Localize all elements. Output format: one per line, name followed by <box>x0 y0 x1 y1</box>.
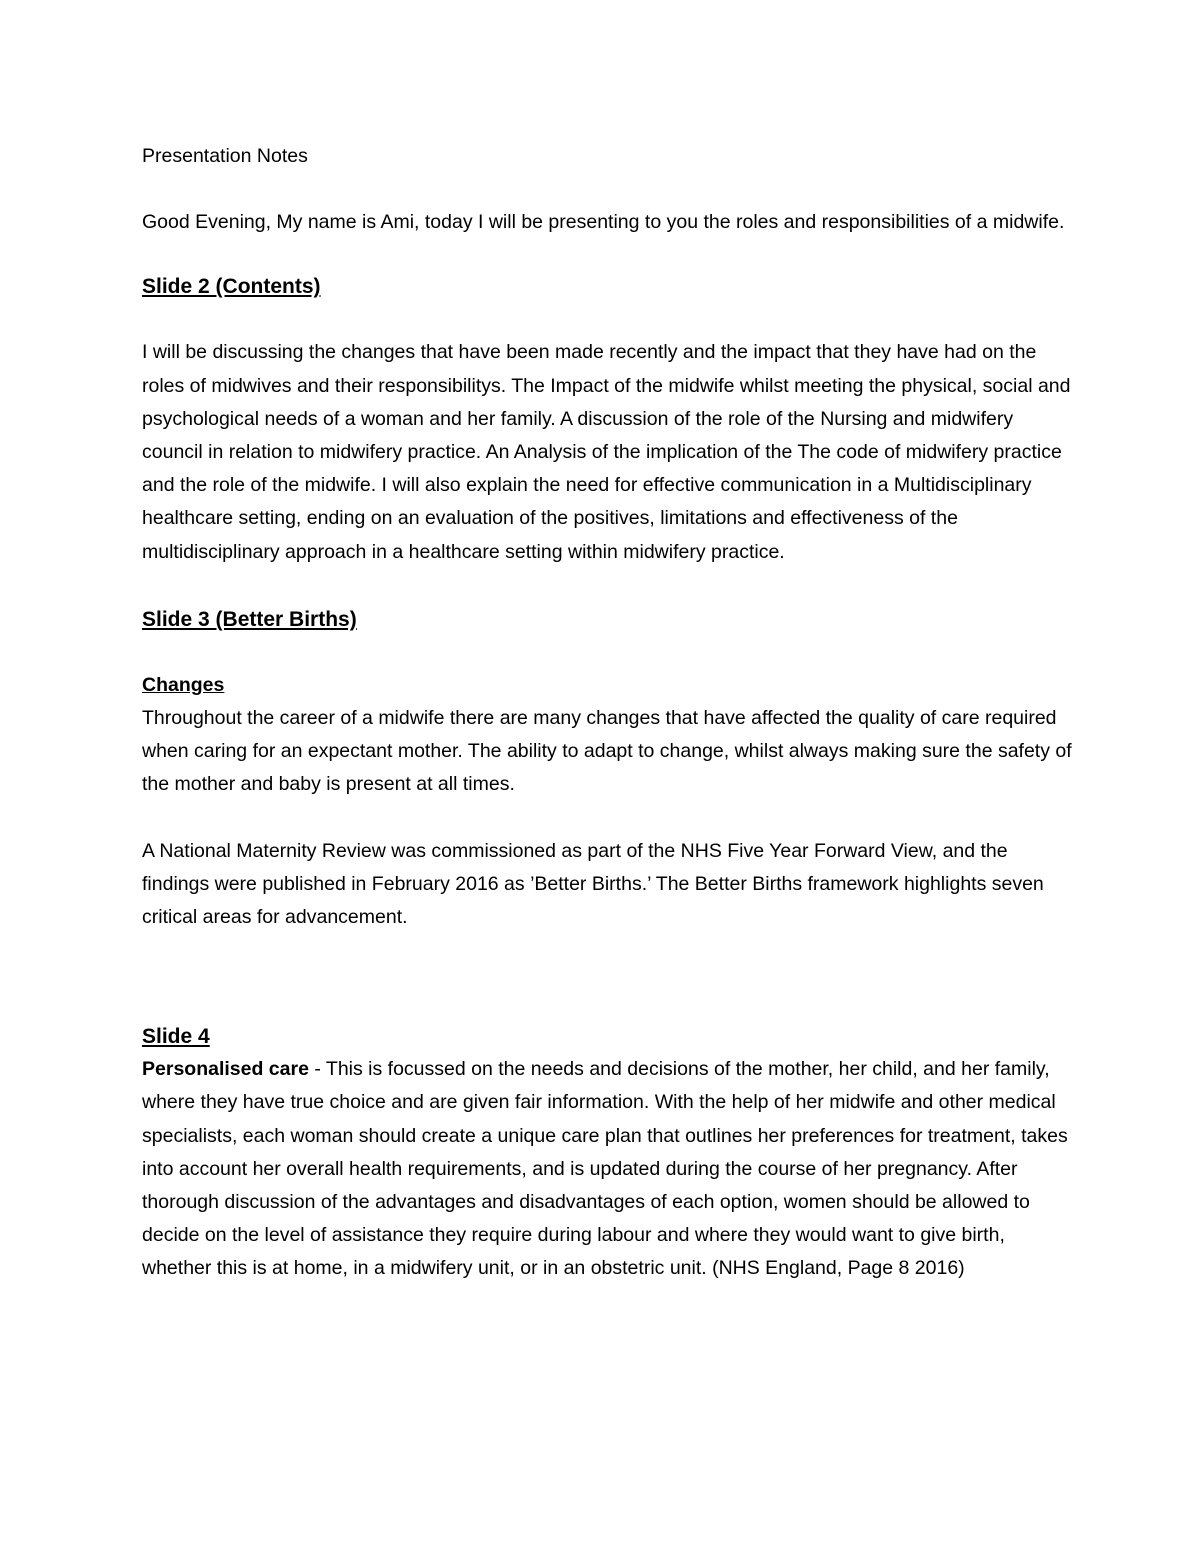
slide-2-body: I will be discussing the changes that have been made recently and the impact that they have had on the roles of midwives and their responsibilitys. The Impact of the midwife whilst meeting the physical, social and psychological needs of a woman and her family. A discussion of the role of the Nursing and midwifery council in relation to midwifery practice. An Analysis of the implication of the The code of midwifery practice and the role of the midwife. I will also explain the need for effective communication in a Multidisciplinary healthcare setting, ending on an evaluation of the positives, limitations and effectiveness of the multidisciplinary approach in a healthcare setting within midwifery practice. <box>142 341 1071 563</box>
slide-4-heading: Slide 4 <box>142 1025 210 1049</box>
changes-subheading: Changes <box>142 673 225 696</box>
personalised-care-label: Personalised care <box>142 1058 309 1081</box>
document-title: Presentation Notes <box>142 145 308 167</box>
slide-4-paragraph <box>142 1053 1072 1285</box>
personalised-care-text: - This is focussed on the needs and decisions of the mother, her child, and her family, where they have true choice and are given fair information. With the help of her midwife and other medical specialists, each woman should create a unique care plan that outlines her preferences for treatment, takes into account her overall health requirements, and is updated during the course of her pregnancy. After thorough discussion of the advantages and disadvantages of each option, women should be allowed to decide on the level of assistance they require during labour and where they would want to give birth, whether this is at home, in a midwifery unit, or in an obstetric unit. (NHS England, Page 8 2016) <box>142 1058 1068 1280</box>
slide-2-heading: Slide 2 (Contents) <box>142 275 321 299</box>
changes-paragraph: Throughout the career of a midwife there are many changes that have affected the quality of care required when caring for an expectant mother. The ability to adapt to change, whilst always making sure the safety of the mother and baby is present at all times. <box>142 707 1072 796</box>
national-maternity-review-paragraph: A National Maternity Review was commissioned as part of the NHS Five Year Forward View, and the findings were published in February 2016 as ’Better Births.’ The Better Births framework highlights seven critical areas for advancement. <box>142 839 1044 929</box>
slide-3-heading: Slide 3 (Better Births) <box>142 607 357 631</box>
intro-paragraph: Good Evening, My name is Ami, today I will be presenting to you the roles and responsibilities of a midwife. <box>142 211 1065 234</box>
document-page <box>142 140 1072 1286</box>
